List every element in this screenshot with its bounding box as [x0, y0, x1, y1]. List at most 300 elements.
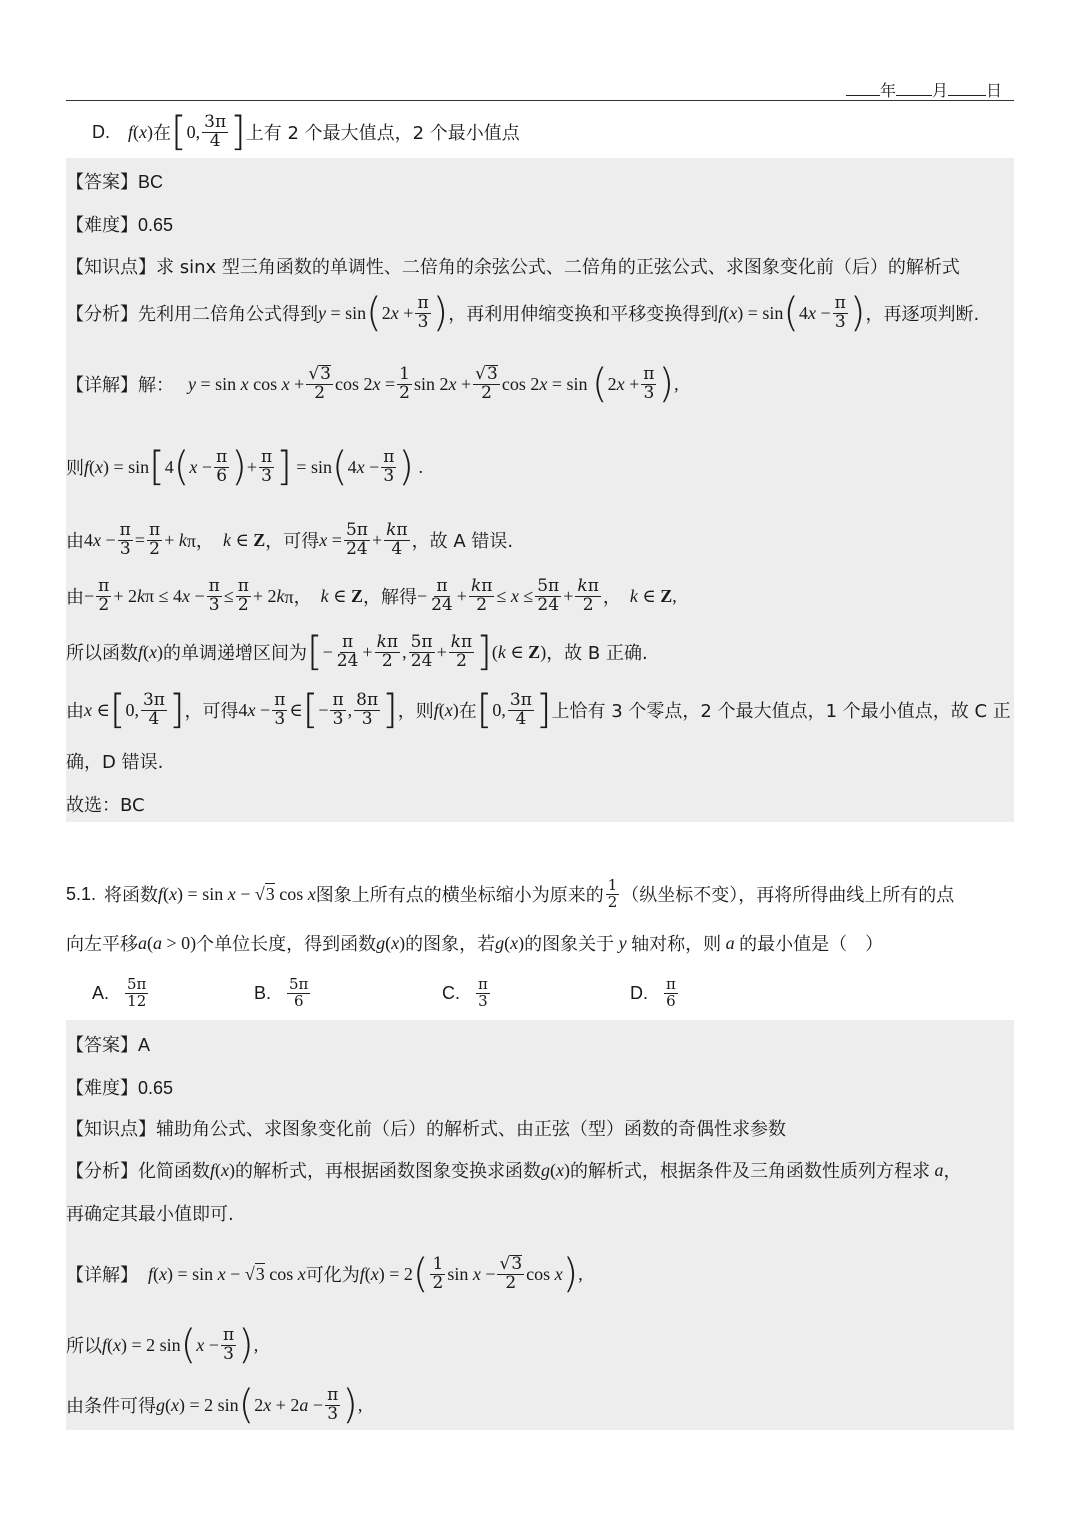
- fraction: $\frac{\pi}{24}$: [336, 631, 359, 671]
- math: ，: [602, 587, 630, 607]
- math: ∈: [92, 699, 110, 720]
- math: k: [629, 585, 638, 606]
- year-label: 年: [880, 81, 897, 100]
- step-text: 由: [66, 531, 84, 552]
- math: −: [189, 585, 205, 606]
- math: x: [616, 373, 625, 394]
- fraction: $\frac{\pi}{2}$: [98, 575, 110, 615]
- stem-text: 向左平移: [66, 934, 138, 955]
- fraction: $\frac{\pi}{3}$: [643, 363, 655, 403]
- math: a: [930, 1159, 944, 1180]
- math: (: [107, 1334, 114, 1355]
- fraction: $\frac{5\pi}{24}$: [345, 519, 368, 559]
- math: (: [412, 1251, 429, 1297]
- math: ): [518, 932, 525, 953]
- knowledge-label: 【知识点】: [66, 257, 156, 278]
- fraction: $\frac{\pi}{3}$: [222, 1324, 235, 1364]
- month-blank: [896, 81, 932, 96]
- fraction: $\frac{1}{2}$: [607, 875, 618, 911]
- day-label: 日: [986, 81, 1003, 100]
- q51-option-a[interactable]: [92, 970, 150, 1016]
- math: −: [480, 1263, 496, 1284]
- q51-stem-line2: [66, 928, 883, 958]
- option-letter: B.: [254, 982, 272, 1003]
- math: 在: [153, 123, 172, 144]
- math: −: [318, 699, 329, 720]
- math: ≤: [518, 585, 534, 606]
- math: x: [356, 456, 365, 477]
- q4-step-you3: [66, 684, 1011, 736]
- math: = sin: [547, 373, 592, 394]
- math: −: [101, 529, 116, 550]
- fraction: $\frac{\pi}{3}$: [834, 292, 846, 332]
- analysis-label: 【分析】: [66, 304, 138, 325]
- math: k: [222, 529, 231, 550]
- step-text: ，故 B 正确.: [546, 643, 648, 664]
- stem-text: 的最小值是（ ）: [739, 934, 884, 955]
- q51-difficulty: [66, 1074, 173, 1100]
- math: ): [849, 290, 866, 336]
- fraction: $\frac{k\pi}{2}$: [577, 575, 599, 615]
- q4-step-you2: [66, 572, 677, 620]
- math: 0,: [492, 699, 506, 720]
- q4-choose: 故选：BC: [66, 795, 145, 816]
- math: g: [156, 1394, 165, 1415]
- math: ,: [402, 641, 407, 662]
- math: (: [147, 932, 153, 953]
- math: 0,: [186, 121, 201, 142]
- math: [: [149, 444, 165, 490]
- math: (: [504, 932, 511, 953]
- q51-option-b[interactable]: [254, 970, 312, 1016]
- fraction: $\frac{1}{2}$: [399, 363, 410, 403]
- detail-text: 解：: [138, 375, 174, 396]
- math: x: [221, 1159, 230, 1180]
- option-letter: A.: [92, 982, 110, 1003]
- knowledge-text: 求 sinx 型三角函数的单调性、二倍角的余弦公式、二倍角的正弦公式、求图象变化前（后）的解析式: [156, 257, 960, 278]
- math: x: [281, 373, 290, 394]
- math: 4: [238, 699, 248, 720]
- difficulty-label: 【难度】: [66, 215, 138, 236]
- math: ): [342, 1382, 358, 1428]
- math: x: [729, 302, 738, 323]
- math: (: [438, 699, 445, 720]
- detail-label: 【详解】: [66, 375, 138, 396]
- day-blank: [948, 81, 986, 96]
- math: x: [247, 699, 256, 720]
- math: (: [550, 1159, 557, 1180]
- math: ∈: [289, 699, 303, 720]
- year-blank: [846, 81, 880, 96]
- math: ,: [347, 699, 353, 720]
- stem-text: 的图象，若: [405, 934, 496, 955]
- step-text: 的单调递增区间为: [163, 643, 308, 664]
- math: ∈ Z: [328, 585, 363, 606]
- math: +: [624, 373, 640, 394]
- math: x: [93, 529, 101, 550]
- math: x: [171, 1394, 179, 1415]
- fraction: $\frac{3\pi}{4}$: [142, 689, 165, 729]
- fraction: $\frac{\pi}{3}$: [417, 292, 429, 332]
- q4-option-d: [92, 108, 520, 156]
- math: f: [148, 1263, 154, 1284]
- math: +: [362, 641, 373, 662]
- math: (: [89, 456, 96, 477]
- analysis-text: 的解析式，根据条件及三角函数性质列方程求: [570, 1161, 931, 1182]
- math: k: [178, 529, 187, 550]
- math: x: [240, 373, 249, 394]
- math: ) = sin: [737, 302, 784, 323]
- stem-text: 将函数: [104, 885, 159, 906]
- math: +: [456, 585, 467, 606]
- step-text: 在: [458, 701, 477, 722]
- math: x: [196, 1334, 205, 1355]
- math: [: [302, 687, 319, 733]
- step-text: ，故 A 错误.: [411, 531, 514, 552]
- step-text: ，可得: [265, 531, 320, 552]
- math: ): [432, 290, 449, 336]
- math: ): [658, 361, 675, 407]
- step-text: 由: [66, 701, 84, 722]
- math: x: [159, 1263, 168, 1284]
- math: 2: [607, 373, 617, 394]
- math: x: [319, 529, 328, 550]
- math: x: [95, 456, 104, 477]
- math: ∈ Z): [505, 641, 547, 662]
- math: ): [238, 1322, 254, 1368]
- math: =: [327, 529, 342, 550]
- option-letter: D.: [630, 982, 648, 1003]
- math: y: [188, 373, 196, 394]
- math: −: [322, 641, 333, 662]
- math: π ≤ 4: [145, 585, 182, 606]
- fraction: $\frac{1}{2}$: [432, 1253, 444, 1293]
- math: ): [398, 444, 415, 490]
- step-text: 上恰有 3 个零点，2 个最大值点，1 个最小值点，故 C 正: [551, 701, 1011, 722]
- math: g: [541, 1159, 551, 1180]
- math: x: [370, 1263, 379, 1284]
- math: y: [318, 302, 326, 323]
- math: [: [307, 629, 323, 675]
- math: ) = sin: [167, 1263, 218, 1284]
- q51-stem-line1: [66, 872, 954, 916]
- step-text: 所以函数: [66, 643, 138, 664]
- math: k: [276, 585, 285, 606]
- difficulty-value: 0.65: [138, 215, 174, 235]
- fraction: $\frac{\pi}{3}$: [327, 1384, 339, 1424]
- math: + 2: [271, 1394, 300, 1415]
- math: (: [180, 1322, 197, 1368]
- fraction: $\frac{\pi}{2}$: [237, 575, 249, 615]
- fraction: $\frac{\pi}{3}$: [208, 575, 220, 615]
- math: [: [109, 687, 126, 733]
- math: x: [808, 302, 817, 323]
- math: [: [171, 109, 187, 155]
- math: ): [229, 1159, 236, 1180]
- math: x: [227, 883, 236, 904]
- fraction: $\frac{\pi}{3}$: [383, 446, 395, 486]
- math: cos: [526, 1263, 555, 1284]
- math: ,: [674, 373, 679, 394]
- fraction: $\frac{8\pi}{3}$: [356, 689, 379, 729]
- math: x: [217, 1263, 226, 1284]
- math: 4: [799, 302, 809, 323]
- fraction: $\frac{k\pi}{4}$: [386, 519, 408, 559]
- math: −: [255, 699, 271, 720]
- math: ): [564, 1159, 571, 1180]
- detail-text: 可化为: [305, 1265, 360, 1286]
- math: x: [510, 932, 519, 953]
- math: = sin: [291, 456, 332, 477]
- math: (: [165, 1394, 171, 1415]
- math: ]: [230, 109, 246, 155]
- fraction: $\frac{k\pi}{2}$: [376, 631, 399, 671]
- step-text: ，则: [397, 701, 434, 722]
- math: y: [614, 932, 632, 953]
- math: + 2: [252, 585, 277, 606]
- q51-step-tiaojian: [66, 1380, 362, 1430]
- fraction: $\frac{√3}{2}$: [308, 364, 331, 403]
- math: a: [138, 932, 147, 953]
- math: (: [173, 444, 190, 490]
- math: a: [153, 932, 162, 953]
- q4-step-ze: [66, 438, 423, 496]
- math: ) = 2: [378, 1263, 413, 1284]
- math: x: [539, 373, 548, 394]
- math: +: [456, 373, 472, 394]
- option-d-text: 上有 2 个最大值点，2 个最小值点: [245, 123, 520, 144]
- analysis-text: 化简函数: [138, 1161, 210, 1182]
- stem-text: 的图象关于: [524, 934, 615, 955]
- fraction: $\frac{3\pi}{4}$: [509, 689, 532, 729]
- math: (: [163, 883, 170, 904]
- math: ): [399, 932, 406, 953]
- math: f: [138, 641, 144, 662]
- math: 4: [84, 529, 93, 550]
- math: −: [816, 302, 831, 323]
- math: ,: [357, 1394, 363, 1415]
- math: ∈ Z,: [637, 585, 677, 606]
- math: 4: [347, 456, 357, 477]
- math: x: [448, 373, 457, 394]
- knowledge-text: 辅助角公式、求图象变化前（后）的解析式、由正弦（型）函数的奇偶性求参数: [156, 1119, 786, 1140]
- math: (: [592, 361, 608, 407]
- difficulty-label: 【难度】: [66, 1078, 138, 1099]
- math: a: [721, 932, 740, 953]
- fraction: $\frac{\pi}{3}$: [119, 519, 131, 559]
- math: +: [436, 641, 447, 662]
- math: k: [137, 585, 145, 606]
- math: ]: [535, 687, 552, 733]
- fraction: $\frac{\pi}{2}$: [149, 519, 161, 559]
- q4-detail: [66, 356, 679, 412]
- q4-answer: [66, 168, 163, 194]
- stem-text: 个单位长度，得到函数: [196, 934, 377, 955]
- question-number: 5.1.: [66, 883, 97, 904]
- q51-option-d[interactable]: [630, 970, 680, 1016]
- step-text: ，解得: [362, 587, 417, 608]
- fraction: $\frac{\pi}{3}$: [332, 689, 344, 729]
- detail-label: 【详解】: [66, 1265, 138, 1286]
- difficulty-value: 0.65: [138, 1078, 174, 1098]
- math: +: [289, 373, 305, 394]
- q51-answer: [66, 1031, 150, 1057]
- math: +: [398, 302, 414, 323]
- math: x: [169, 883, 178, 904]
- q4-analysis: [66, 289, 979, 337]
- math: ) = 2 sin: [121, 1334, 181, 1355]
- stem-text: （纵坐标不变），再将所得曲线上所有的点: [621, 885, 955, 906]
- math: g: [495, 932, 505, 953]
- q4-knowledge: [66, 253, 960, 279]
- math: ): [147, 121, 154, 142]
- fraction: $\frac{k\pi}{2}$: [450, 631, 473, 671]
- math: ]: [382, 687, 398, 733]
- fraction: $\frac{\pi}{6}$: [666, 974, 676, 1010]
- q4-step-suoyi: [66, 626, 648, 678]
- math: +: [246, 456, 257, 477]
- math: x: [181, 585, 190, 606]
- fraction: $\frac{√3}{2}$: [475, 364, 498, 403]
- math: (: [143, 641, 150, 662]
- math: =: [134, 529, 145, 550]
- math: x: [84, 699, 92, 720]
- math: 4: [164, 456, 174, 477]
- math: x: [139, 121, 148, 142]
- step-text: 则: [66, 458, 84, 479]
- math: x: [189, 456, 198, 477]
- q51-step-suoyi: [66, 1320, 258, 1370]
- math: (: [238, 1382, 255, 1428]
- answer-value: BC: [138, 172, 164, 192]
- math: ]: [276, 444, 292, 490]
- fraction: $\frac{\pi}{24}$: [431, 575, 453, 615]
- month-label: 月: [932, 81, 949, 100]
- math: ) = sin: [177, 883, 228, 904]
- option-d-letter: D.: [92, 121, 110, 142]
- math: > 0): [162, 932, 197, 953]
- math: f: [84, 456, 90, 477]
- fraction: $\frac{k\pi}{2}$: [470, 575, 493, 615]
- date-header: [846, 78, 1002, 101]
- math: x: [510, 585, 519, 606]
- math: π，: [284, 587, 321, 607]
- q4-step-you1: [66, 516, 513, 564]
- fraction: $\frac{5\pi}{6}$: [289, 974, 309, 1010]
- math: −: [84, 585, 95, 606]
- math: f: [128, 121, 134, 142]
- answer-label: 【答案】: [66, 1035, 138, 1056]
- math: a: [299, 1394, 309, 1415]
- math: 0,: [125, 699, 139, 720]
- step-text: 由: [66, 587, 84, 608]
- math: +: [164, 529, 179, 550]
- math: + 2: [113, 585, 137, 606]
- fraction: $\frac{\pi}{3}$: [478, 974, 488, 1010]
- math: ,: [578, 1263, 583, 1284]
- math: (: [783, 290, 800, 336]
- math: ∈ Z: [230, 529, 266, 550]
- math: ]: [476, 629, 492, 675]
- math: (: [364, 1263, 371, 1284]
- math: x: [113, 1334, 122, 1355]
- math: (: [366, 290, 382, 336]
- math: 2: [254, 1394, 264, 1415]
- math: k: [320, 585, 329, 606]
- math: +: [371, 529, 383, 550]
- math: ≤: [496, 585, 511, 606]
- math: cos: [248, 373, 282, 394]
- math: f: [433, 699, 439, 720]
- step-text: 由条件可得: [66, 1396, 156, 1417]
- math: = sin: [196, 373, 241, 394]
- header-rule: [66, 100, 1014, 101]
- math: x: [472, 1263, 481, 1284]
- math: ) = sin: [103, 456, 150, 477]
- math: x: [390, 302, 399, 323]
- analysis-text: 的解析式，再根据函数图象变换求函数: [235, 1161, 542, 1182]
- fraction: $\frac{5\pi}{24}$: [410, 631, 433, 671]
- math: −: [416, 585, 428, 606]
- math: ): [157, 641, 164, 662]
- fraction: $\frac{5\pi}{12}$: [127, 974, 147, 1010]
- math: .: [414, 456, 424, 477]
- analysis-label: 【分析】: [66, 1161, 138, 1182]
- math: cos 2: [335, 373, 373, 394]
- math: f: [158, 883, 164, 904]
- stem-text: 轴对称，则: [631, 934, 722, 955]
- math: x: [372, 373, 381, 394]
- q51-analysis: [66, 1156, 962, 1184]
- fraction: $\frac{√3}{2}$: [499, 1254, 523, 1293]
- math: (: [215, 1159, 222, 1180]
- math: (: [153, 1263, 160, 1284]
- math: − √3 cos: [225, 1264, 298, 1284]
- math: =: [380, 373, 396, 394]
- math: k: [497, 641, 506, 662]
- math: ≤: [223, 585, 234, 606]
- fraction: $\frac{\pi}{3}$: [261, 446, 273, 486]
- math: x: [307, 883, 316, 904]
- math: −: [204, 1334, 219, 1355]
- answer-value: A: [138, 1035, 151, 1055]
- math: sin: [447, 1263, 473, 1284]
- q51-option-c[interactable]: [442, 970, 492, 1016]
- step-text: 所以: [66, 1336, 102, 1357]
- answer-label: 【答案】: [66, 172, 138, 193]
- math: sin 2: [413, 373, 449, 394]
- option-letter: C.: [442, 982, 460, 1003]
- fraction: $\frac{\pi}{3}$: [274, 689, 286, 729]
- math: −: [197, 456, 213, 477]
- math: f: [102, 1334, 108, 1355]
- math: [: [476, 687, 493, 733]
- q51-detail: [66, 1246, 583, 1302]
- stem-text: 图象上所有点的横坐标缩小为原来的: [315, 885, 604, 906]
- math: f: [718, 302, 724, 323]
- q4-step-you3-cont: 确，D 错误.: [66, 752, 164, 773]
- math: f: [210, 1159, 216, 1180]
- math: ): [452, 699, 459, 720]
- math: x: [297, 1263, 306, 1284]
- math: (: [723, 302, 730, 323]
- math: x: [554, 1263, 563, 1284]
- fraction: $\frac{5\pi}{24}$: [537, 575, 560, 615]
- math: (: [385, 932, 392, 953]
- math: ): [562, 1251, 579, 1297]
- math: +: [563, 585, 574, 606]
- math: g: [376, 932, 386, 953]
